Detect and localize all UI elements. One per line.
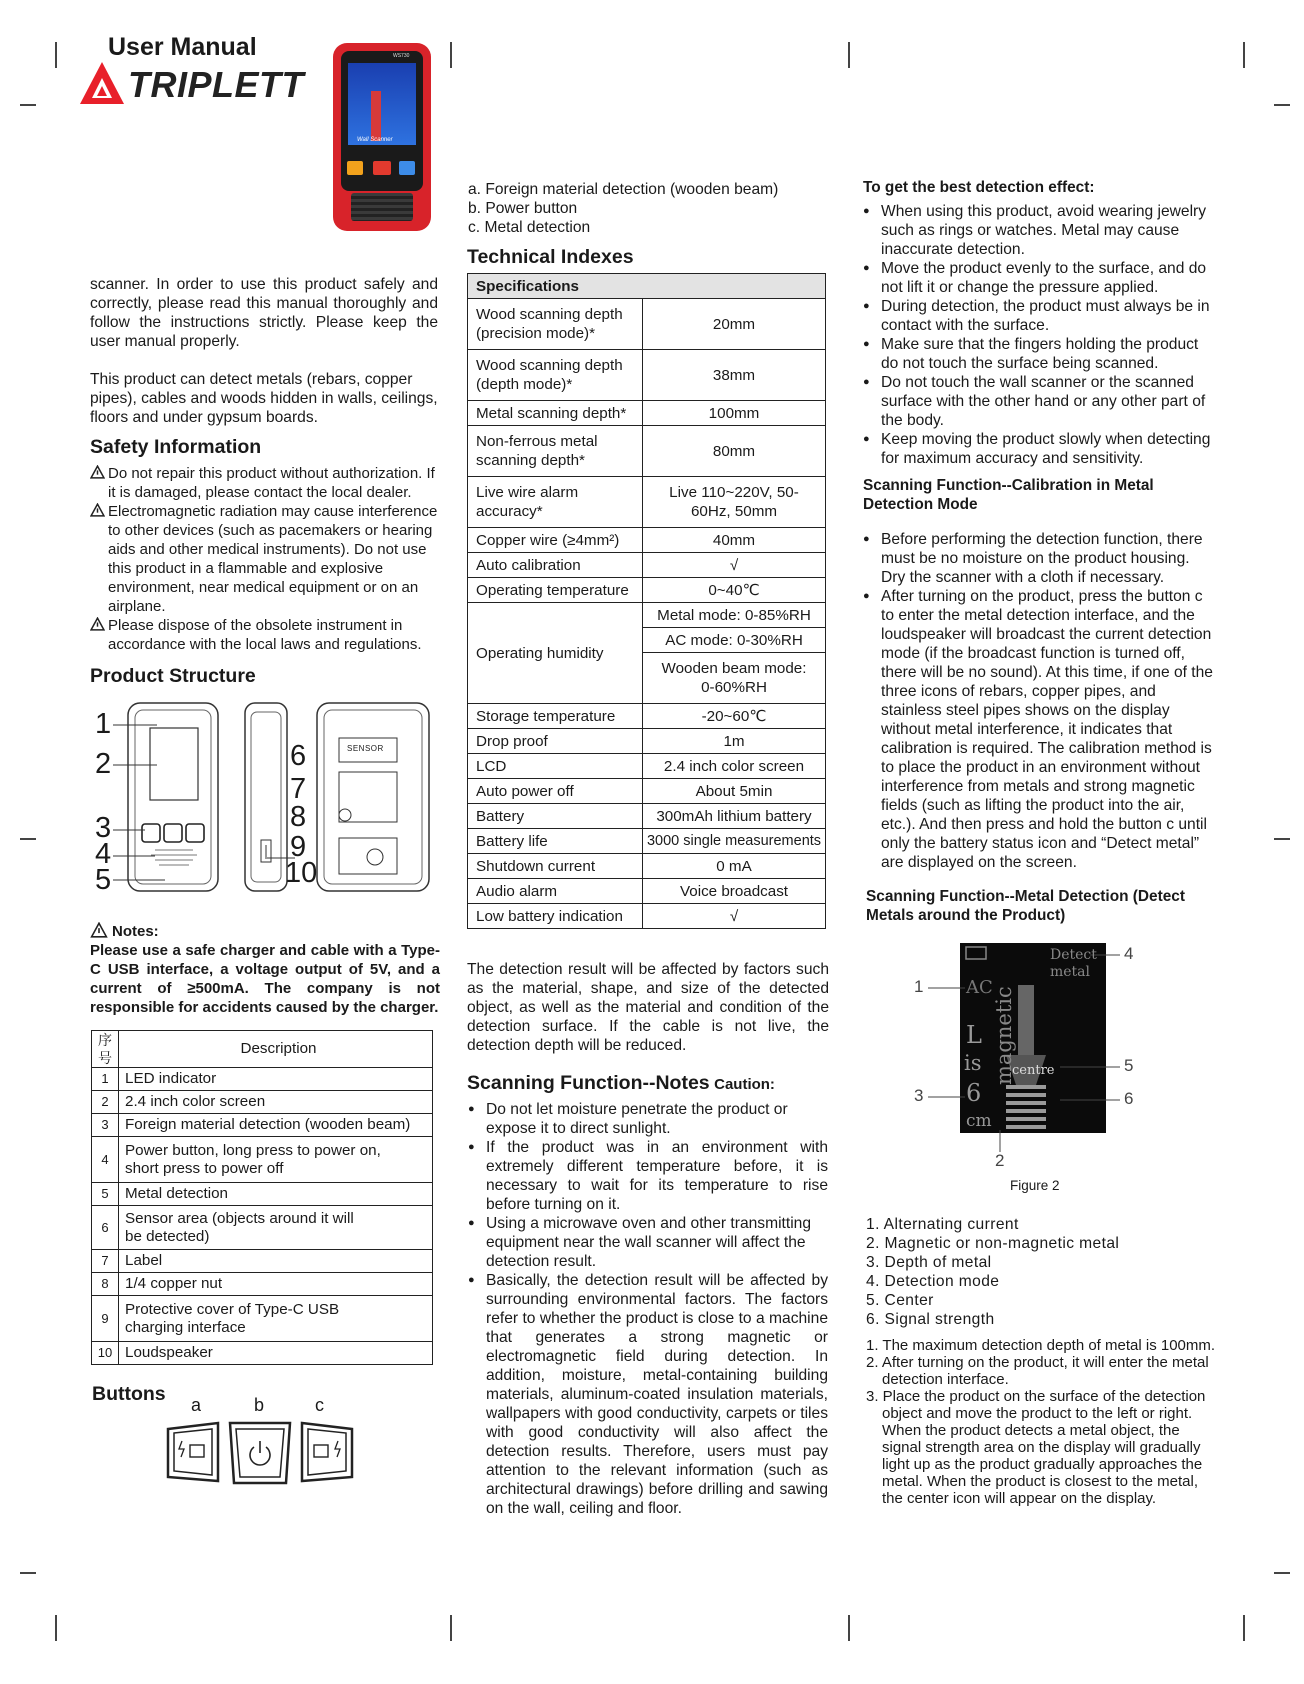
parts-table [91,1030,433,1365]
table-row: Audio alarm Voice broadcast [468,879,826,904]
figure-callout: 2 [995,1151,1005,1170]
crop-mark [55,1615,57,1641]
table-row: Low battery indication √ [468,904,826,929]
list-item: 5. Center [866,1292,934,1309]
technical-indexes-title: Technical Indexes [467,246,634,268]
safety-title: Safety Information [90,436,262,458]
device-model: WS730 [393,53,410,59]
table-row: Wood scanning depth (depth mode)* 38mm [468,350,826,401]
callout-number: 9 [290,831,307,863]
device-screen-label: Wall Scanner [357,137,393,143]
notes-text: Please use a safe charger and cable with a Type-C USB interface, a voltage output of 5V, and a current of ≥500mA. The company is not responsible for accidents caused by the charger. [90,942,440,1016]
crop-mark [1274,104,1290,106]
crop-mark [55,42,57,68]
button-label: b [254,1395,265,1415]
callout-number: 10 [285,857,318,889]
list-item: ● After turning on the product, press the button c to enter the metal detection interface, and the loudspeaker will broadcast the current detection mode (if the broadcast function is turned off, there will be no sound). At this time, if one of the three icons of rebars, copper pipes, and stainless steel pipes shows on the display without metal interference, it indicates that calibration is required. The calibration method is to place the product in an environment without interference from metals and strong magnetic fields (such as lifting the product into the air, etc.). And then press and hold the button c until only the battery status icon and “Detect metal” are displayed on the screen. [863,587,1213,872]
screen-depth-unit: cm [966,1111,992,1131]
table-row: 8 1/4 copper nut [92,1273,433,1296]
spec-header: Specifications [468,274,826,299]
callout-number: 1 [95,708,112,740]
list-item: 1. Alternating current [866,1216,1019,1233]
table-row: Shutdown current 0 mA [468,854,826,879]
table-row: Battery 300mAh lithium battery [468,804,826,829]
list-item: ● Move the product evenly to the surface, and do not lift it or change the pressure applied. [863,259,1213,297]
list-item: ● During detection, the product must always be in contact with the surface. [863,297,1213,335]
figure-caption: Figure 2 [1010,1178,1060,1193]
screen-depth-value: 6 [966,1079,982,1107]
list-item: ● Using a microwave oven and other transmitting equipment near the wall scanner will affect the detection result. [468,1214,828,1271]
product-structure-title: Product Structure [90,665,256,687]
table-header: Description [119,1031,433,1068]
warning-icon [90,922,108,938]
buttons-title: Buttons [92,1383,166,1405]
metal-detect-button-icon [302,1423,352,1481]
warning-icon [90,465,105,479]
table-row: 3 Foreign material detection (wooden beam) [92,1114,433,1137]
notes-title: Notes: [112,923,159,940]
button-label: a [191,1395,202,1415]
warning-icon [90,503,105,517]
safety-item: Do not repair this product without authorization. If it is damaged, please contact the local dealer. [90,464,440,502]
screen-center-text: centre [1012,1063,1055,1078]
list-item: ● When using this product, avoid wearing jewelry such as rings or watches. Metal may cause inaccurate detection. [863,202,1213,259]
table-row: Non-ferrous metal scanning depth* 80mm [468,426,826,477]
crop-mark [848,1615,850,1641]
callout-number: 5 [95,864,112,896]
table-row: LCD 2.4 inch color screen [468,754,826,779]
detection-note: The detection result will be affected by factors such as the material, shape, and size of the detected object, as well as the material and condition of the detection surface. If the cable is not live, the detection depth will be reduced. [467,961,829,1054]
figure-callout: 1 [914,977,924,996]
table-row: 1 LED indicator [92,1068,433,1091]
spec-table: Specifications Wood scanning depth (precision mode)* 20mm Wood scanning depth (depth mode)* 38mm Metal scanning depth* 100mm Non-ferrous metal scanning depth* 80mm Live wire alarm accuracy* Live 110~220V, 50-60Hz, 50mm Copper wire (≥4mm²) 40mm Auto calibration √ Operating temperature 0~40℃ Operating humidity Metal mode: 0-85%RH AC mode: 0-30%RH Wooden beam mode: 0-60%RH Storage temperature -20~60℃ Drop proof 1m LCD 2.4 inch color screen Auto power off About 5min Battery 300mAh lithium battery Battery life 3000 single measurements Shutdown current 0 mA Audio alarm Voice broadcast Low battery indication √ [467,273,826,929]
button-legend-item: b. Power button [468,200,578,217]
table-row: Storage temperature -20~60℃ [468,704,826,729]
list-item: 1. The maximum detection depth of metal is 100mm. [866,1337,1216,1354]
triplett-logo-icon [78,60,126,106]
screen-depth-letter: L [966,1021,982,1049]
intro-paragraph: scanner. In order to use this product safely and correctly, please read this manual thoroughly and follow the instructions strictly. Please keep the user manual properly. [90,276,438,350]
crop-mark [1274,1572,1290,1574]
list-item: ● If the product was in an environment with extremely different temperature before, it is necessary to wait for its temperature to rise before turning on it. [468,1138,828,1214]
table-row: Auto power off About 5min [468,779,826,804]
crop-mark [848,42,850,68]
best-effect-list [863,202,1213,468]
list-item: ● Before performing the detection function, there must be no moisture on the product housing. Dry the scanner with a cloth if necessary. [863,530,1213,587]
button-label: c [315,1395,324,1415]
table-row: 7 Label [92,1250,433,1273]
warning-icon [90,617,105,631]
table-row: 4 Power button, long press to power on, short press to power off [92,1137,433,1183]
callout-number: 2 [95,748,112,780]
list-item: 6. Signal strength [866,1311,995,1328]
table-row: 10 Loudspeaker [92,1342,433,1365]
power-button-icon [230,1423,290,1483]
metal-detection-title: Scanning Function--Metal Detection (Detect Metals around the Product) [866,888,1185,924]
crop-mark [20,104,36,106]
button-legend-item: a. Foreign material detection (wooden beam) [468,181,779,198]
manual-label: User Manual [108,33,257,61]
table-row: Metal scanning depth* 100mm [468,401,826,426]
crop-mark [450,42,452,68]
product-structure-diagram [95,700,435,900]
table-row: Live wire alarm accuracy* Live 110~220V, 50-60Hz, 50mm [468,477,826,528]
figure-2 [910,935,1150,1175]
table-row: Battery life 3000 single measurements [468,829,826,854]
list-item: ● Do not let moisture penetrate the product or expose it to direct sunlight. [468,1100,828,1138]
table-row: Drop proof 1m [468,729,826,754]
calibration-list [863,530,1213,872]
callout-number: 6 [290,740,307,772]
table-row: 2 2.4 inch color screen [92,1091,433,1114]
crop-mark [20,1572,36,1574]
brand-name: TRIPLETT [128,64,304,105]
crop-mark [20,838,36,840]
crop-mark [1243,1615,1245,1641]
screen-mode-text: Detect metal [1050,947,1097,980]
crop-mark [450,1615,452,1641]
table-row: Operating humidity Metal mode: 0-85%RH [468,603,826,628]
list-item: 3. Depth of metal [866,1254,992,1271]
callout-number: 8 [290,801,307,833]
list-item: ● Basically, the detection result will be affected by surrounding environmental factors. The factors refer to whether the product is close to a machine that generates a strong magnetic or electromagnetic field during detection. In addition, moisture, metal-containing building materials, aluminum-coated insulation materials, wallpapers with good conductivity, carpets or tiles with good conductivity will also affect the detection results. Therefore, users must pay attention to the relevant information (such as architectural drawings) before drilling and sawing on the wall, ceiling and floor. [468,1271,828,1518]
screen-depth-word: is [964,1051,982,1075]
table-row: 9 Protective cover of Type-C USB charging interface [92,1296,433,1342]
table-header: 序号 [92,1031,119,1068]
table-row: Operating temperature 0~40℃ [468,578,826,603]
figure-legend [866,1215,1206,1329]
callout-number: 4 [95,838,112,870]
table-row: Auto calibration √ [468,553,826,578]
buttons-diagram [160,1395,360,1495]
best-effect-title: To get the best detection effect: [863,179,1095,196]
list-item: 2. Magnetic or non-magnetic metal [866,1235,1120,1252]
scan-notes-list [468,1100,828,1518]
list-item: 3. Place the product on the surface of the detection object and move the product to the left or right. When the product detects a metal object, the signal strength area on the display will gradually light up as the product gradually approaches the metal. When the product is closest to the metal, the center icon will appear on the display. [866,1388,1206,1507]
list-item: 4. Detection mode [866,1273,1000,1290]
figure-callout: 6 [1124,1089,1134,1108]
figure-callout: 5 [1124,1056,1134,1075]
list-item: 2. After turning on the product, it will enter the metal detection interface. [866,1354,1209,1388]
list-item: ● Keep moving the product slowly when detecting for maximum accuracy and sensitivity. [863,430,1213,468]
screen-ac-text: AC [966,977,993,998]
calibration-title: Scanning Function--Calibration in Metal Detection Mode [863,477,1154,513]
crop-mark [1243,42,1245,68]
sensor-label: SENSOR [347,744,384,753]
wood-detect-button-icon [168,1423,218,1481]
device-image [333,43,431,231]
screen-type-text: magnetic [992,986,1016,1085]
scan-notes-title: Scanning Function--Notes Caution: [467,1072,775,1094]
brand-logo [78,60,308,106]
figure-callout: 4 [1124,944,1134,963]
list-item: ● Do not touch the wall scanner or the scanned surface with the other hand or any other part of the body. [863,373,1213,430]
notes-block [90,922,440,1017]
table-row: Wood scanning depth (precision mode)* 20mm [468,299,826,350]
table-row: 6 Sensor area (objects around it will be detected) [92,1206,433,1250]
list-item: ● Make sure that the fingers holding the product do not touch the surface being scanned. [863,335,1213,373]
callout-number: 7 [290,773,307,805]
safety-item: Please dispose of the obsolete instrument in accordance with the local laws and regulations. [90,616,440,654]
table-row: 5 Metal detection [92,1183,433,1206]
safety-item: Electromagnetic radiation may cause interference to other devices (such as pacemakers or hearing aids and other medical instruments). Do not use this product in a flammable and explosive environment, near medical equipment or on an airplane. [90,502,440,616]
button-legend-item: c. Metal detection [468,219,591,236]
figure-callout: 3 [914,1086,924,1105]
intro-paragraph: This product can detect metals (rebars, copper pipes), cables and woods hidden in walls, ceilings, floors and under gypsum boards. [90,371,438,426]
table-row: Copper wire (≥4mm²) 40mm [468,528,826,553]
metal-steps [866,1337,1218,1507]
crop-mark [1274,838,1290,840]
callout-number: 3 [95,812,112,844]
